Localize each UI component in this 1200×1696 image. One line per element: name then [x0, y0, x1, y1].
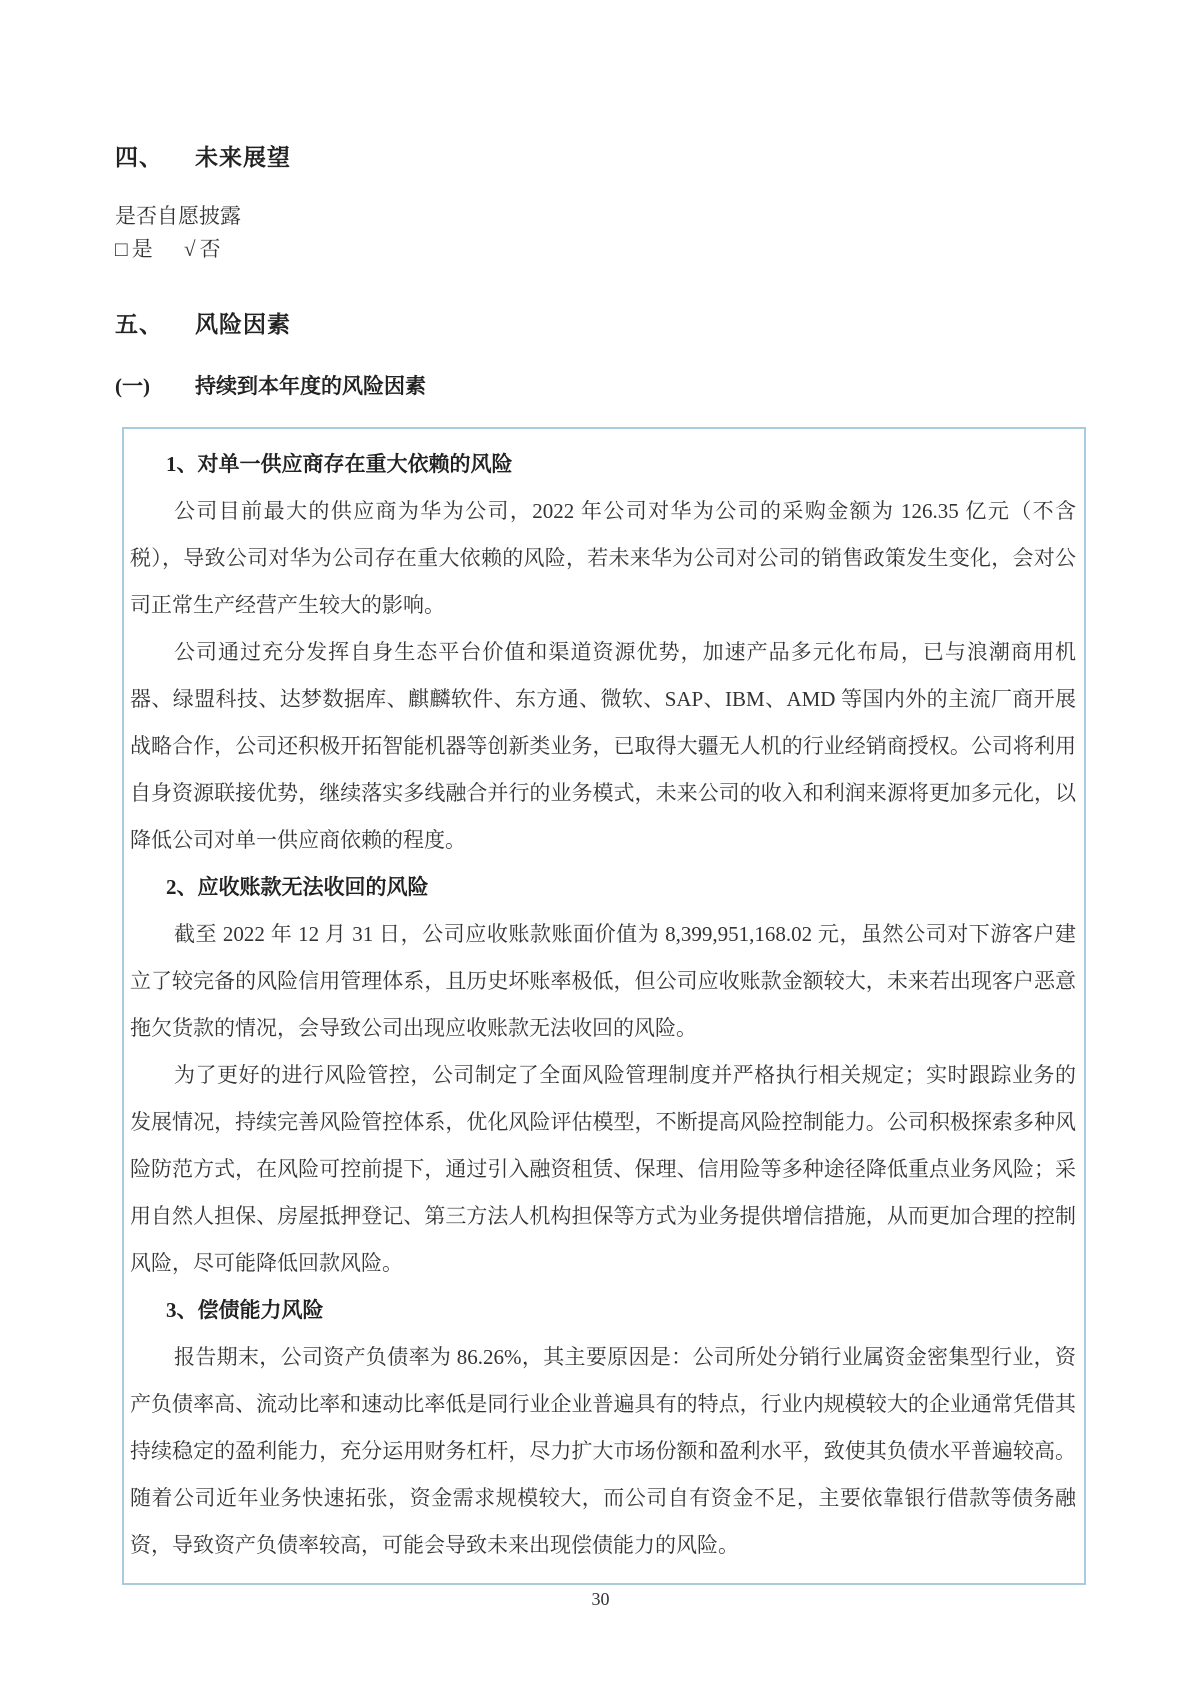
disclosure-question: 是否自愿披露 [115, 204, 241, 228]
section-5-title: 风险因素 [195, 312, 291, 337]
option-no-label: 否 [199, 237, 221, 261]
section-4-title: 未来展望 [195, 145, 291, 170]
section-4-heading [115, 143, 1086, 173]
risk-factors-box [122, 427, 1086, 1585]
option-no [184, 237, 221, 261]
checkmark-icon: √ [183, 237, 196, 261]
option-yes [115, 237, 153, 261]
subsection-1-title: 持续到本年度的风险因素 [195, 374, 426, 398]
risk-item-2-heading: 2、应收账款无法收回的风险 [166, 875, 429, 899]
risk-item-1-heading: 1、对单一供应商存在重大依赖的风险 [166, 452, 513, 476]
option-yes-label: 是 [131, 237, 153, 261]
risk-item-1 [130, 441, 1076, 864]
disclosure-options [115, 233, 1086, 266]
section-4-number: 四、 [115, 145, 163, 170]
section-5-heading [115, 310, 1086, 340]
risk-item-2-paragraph: 截至 2022 年 12 月 31 日，公司应收账款账面价值为 8,399,951,168.02 元，虽然公司对下游客户建立了较完备的风险信用管理体系，且历史坏账率极低，但公司应收账款金额较大，未来若出现客户恶意拖欠货款的情况，会导致公司出现应收账款无法收回的风险。 [130, 922, 1076, 1040]
risk-item-3 [130, 1287, 1076, 1569]
page-number: 30 [591, 1589, 610, 1609]
subsection-1-heading [115, 372, 1086, 400]
risk-item-1-paragraph: 公司通过充分发挥自身生态平台价值和渠道资源优势，加速产品多元化布局，已与浪潮商用机器、绿盟科技、达梦数据库、麒麟软件、东方通、微软、SAP、IBM、AMD 等国内外的主流厂商开展战略合作，公司还积极开拓智能机器等创新类业务，已取得大疆无人机的行业经销商授权。公司将利用自身资源联接优势，继续落实多线融合并行的业务模式，未来公司的收入和利润来源将更加多元化，以降低公司对单一供应商依赖的程度。 [130, 640, 1076, 852]
risk-item-1-paragraph: 公司目前最大的供应商为华为公司，2022 年公司对华为公司的采购金额为 126.35 亿元（不含税），导致公司对华为公司存在重大依赖的风险，若未来华为公司对公司的销售政策发生变化，会对公司正常生产经营产生较大的影响。 [130, 499, 1076, 617]
risk-item-3-heading: 3、偿债能力风险 [166, 1298, 324, 1322]
section-5-number: 五、 [115, 312, 163, 337]
risk-item-3-paragraph: 报告期末，公司资产负债率为 86.26%，其主要原因是：公司所处分销行业属资金密集型行业，资产负债率高、流动比率和速动比率低是同行业企业普遍具有的特点，行业内规模较大的企业通常凭借其持续稳定的盈利能力，充分运用财务杠杆，尽力扩大市场份额和盈利水平，致使其负债水平普遍较高。随着公司近年业务快速拓张，资金需求规模较大，而公司自有资金不足，主要依靠银行借款等债务融资，导致资产负债率较高，可能会导致未来出现偿债能力的风险。 [130, 1345, 1076, 1557]
subsection-1-number: (一) [115, 374, 150, 398]
risk-item-2 [130, 864, 1076, 1287]
risk-item-2-paragraph: 为了更好的进行风险管控，公司制定了全面风险管理制度并严格执行相关规定；实时跟踪业务的发展情况，持续完善风险管控体系，优化风险评估模型，不断提高风险控制能力。公司积极探索多种风险防范方式，在风险可控前提下，通过引入融资租赁、保理、信用险等多种途径降低重点业务风险；采用自然人担保、房屋抵押登记、第三方法人机构担保等方式为业务提供增信措施，从而更加合理的控制风险，尽可能降低回款风险。 [130, 1063, 1076, 1275]
checkbox-empty-icon: □ [115, 237, 128, 261]
